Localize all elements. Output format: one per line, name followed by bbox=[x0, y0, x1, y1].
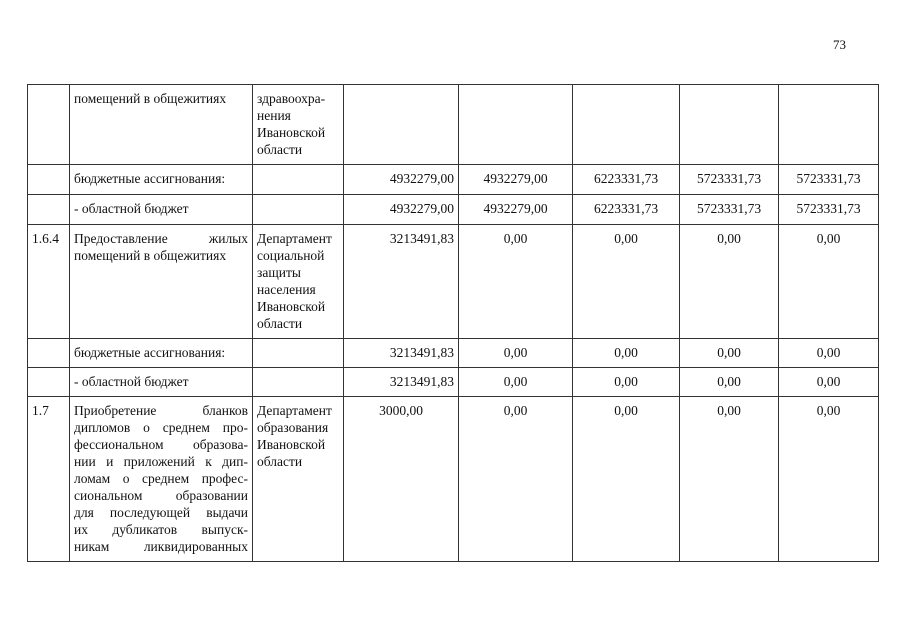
row-code: 1.6.4 bbox=[28, 225, 70, 339]
table-row bbox=[28, 165, 879, 195]
value-cell: 5723331,73 bbox=[779, 195, 879, 225]
value-cell: 0,00 bbox=[459, 225, 573, 339]
value-cell: 0,00 bbox=[779, 339, 879, 368]
value-cell: 0,00 bbox=[573, 339, 680, 368]
table-row bbox=[28, 368, 879, 397]
row-executor bbox=[253, 339, 344, 368]
page-number: 73 bbox=[833, 37, 846, 52]
row-name: помещений в общежитиях bbox=[70, 85, 253, 165]
value-cell: 0,00 bbox=[779, 397, 879, 562]
row-code bbox=[28, 339, 70, 368]
row-executor bbox=[253, 165, 344, 195]
value-cell bbox=[573, 85, 680, 165]
value-cell: 3213491,83 bbox=[344, 368, 459, 397]
value-cell: 0,00 bbox=[459, 368, 573, 397]
value-cell: 0,00 bbox=[459, 339, 573, 368]
value-cell: 3000,00 bbox=[344, 397, 459, 562]
table-row bbox=[28, 225, 879, 339]
row-name: бюджетные ассигнования: bbox=[70, 339, 253, 368]
value-cell bbox=[344, 85, 459, 165]
value-cell bbox=[459, 85, 573, 165]
row-executor bbox=[253, 195, 344, 225]
row-code bbox=[28, 195, 70, 225]
value-cell: 0,00 bbox=[779, 225, 879, 339]
row-executor bbox=[253, 368, 344, 397]
row-name: - областной бюджет bbox=[70, 368, 253, 397]
value-cell: 4932279,00 bbox=[344, 195, 459, 225]
row-code bbox=[28, 368, 70, 397]
value-cell: 0,00 bbox=[779, 368, 879, 397]
row-code: 1.7 bbox=[28, 397, 70, 562]
value-cell: 4932279,00 bbox=[344, 165, 459, 195]
value-cell: 5723331,73 bbox=[680, 195, 779, 225]
row-name: - областной бюджет bbox=[70, 195, 253, 225]
row-name: бюджетные ассигнования: bbox=[70, 165, 253, 195]
table-row bbox=[28, 85, 879, 165]
value-cell: 0,00 bbox=[680, 225, 779, 339]
value-cell: 4932279,00 bbox=[459, 165, 573, 195]
value-cell: 0,00 bbox=[680, 397, 779, 562]
table-row bbox=[28, 195, 879, 225]
value-cell: 5723331,73 bbox=[680, 165, 779, 195]
table-row bbox=[28, 397, 879, 562]
row-name: Приобретение бланков дипломов о среднем про- фессиональном образова- нии и приложений к дип- ломам о среднем профес- сиональном образовании для последующей выдачи их дубликатов выпуск- никам ликвидированных bbox=[70, 397, 253, 562]
row-code bbox=[28, 165, 70, 195]
value-cell: 6223331,73 bbox=[573, 195, 680, 225]
value-cell: 3213491,83 bbox=[344, 339, 459, 368]
row-executor: Департамент социальной защиты населения Ивановской области bbox=[253, 225, 344, 339]
table-row bbox=[28, 339, 879, 368]
budget-table bbox=[27, 84, 879, 562]
row-executor: Департамент образования Ивановской области bbox=[253, 397, 344, 562]
value-cell bbox=[779, 85, 879, 165]
value-cell: 0,00 bbox=[680, 368, 779, 397]
value-cell: 0,00 bbox=[459, 397, 573, 562]
value-cell: 0,00 bbox=[680, 339, 779, 368]
value-cell: 6223331,73 bbox=[573, 165, 680, 195]
value-cell: 4932279,00 bbox=[459, 195, 573, 225]
row-code bbox=[28, 85, 70, 165]
value-cell: 0,00 bbox=[573, 397, 680, 562]
value-cell bbox=[680, 85, 779, 165]
value-cell: 5723331,73 bbox=[779, 165, 879, 195]
row-name: Предоставление жилых помещений в общежитиях bbox=[70, 225, 253, 339]
row-executor: здравоохра- нения Ивановской области bbox=[253, 85, 344, 165]
value-cell: 0,00 bbox=[573, 368, 680, 397]
value-cell: 0,00 bbox=[573, 225, 680, 339]
value-cell: 3213491,83 bbox=[344, 225, 459, 339]
